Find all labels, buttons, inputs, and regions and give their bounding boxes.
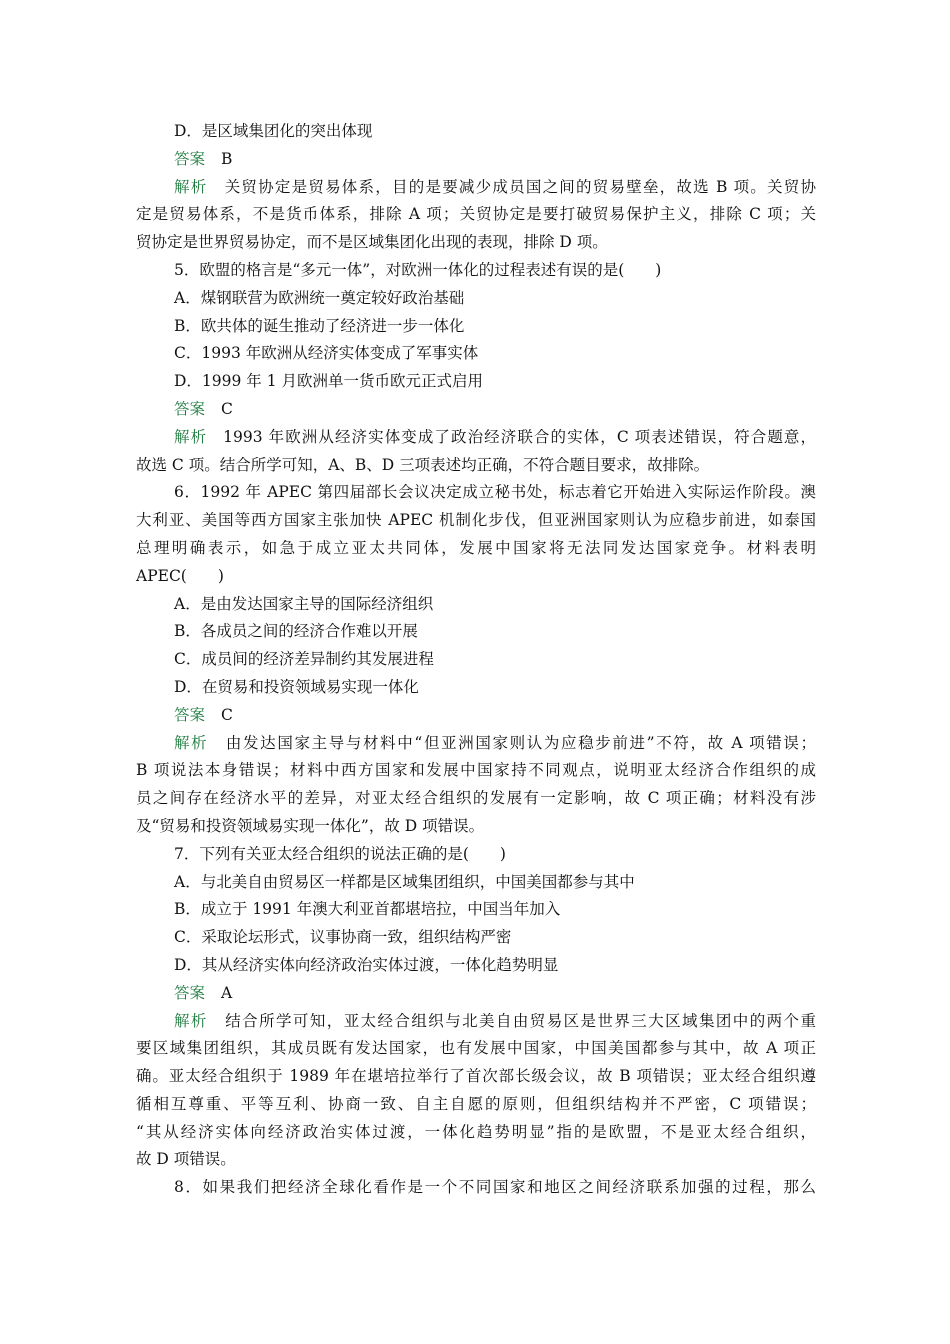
q6-stem-line: 大利亚、美国等西方国家主张加快 APEC 机制化步伐，但亚洲国家则认为应稳步前进，如泰国 (136, 511, 816, 530)
q7-explanation-line: 解析 结合所学可知，亚太经合组织与北美自由贸易区是世界三大区域集团中的两个重 (174, 1011, 816, 1030)
q7-stem: 7．下列有关亚太经合组织的说法正确的是( ) (174, 844, 506, 863)
explanation-label: 解析 (174, 733, 209, 752)
q5-explanation-line: 故选 C 项。结合所学可知，A、B、D 三项表述均正确，不符合题目要求，故排除。 (136, 455, 710, 474)
explanation-label: 解析 (174, 427, 208, 446)
q5-option-c: C．1993 年欧洲从经济实体变成了军事实体 (174, 344, 479, 363)
answer-value: C (221, 399, 233, 418)
q7-explanation-line: 要区域集团组织，其成员既有发达国家，也有发展中国家，中国美国都参与其中，故 A 项正 (136, 1039, 816, 1058)
q7-explanation-line: 确。亚太经合组织于 1989 年在堪培拉举行了首次部长级会议，故 B 项错误；亚太经合组织遵 (136, 1067, 816, 1086)
q7-option-d: D．其从经济实体向经济政治实体过渡，一体化趋势明显 (174, 955, 559, 974)
q7-explanation-line: 循相互尊重、平等互利、协商一致、自主自愿的原则，但组织结构并不严密，C 项错误； (136, 1094, 816, 1113)
answer-value: B (221, 149, 233, 168)
q4-explanation-line: 贸协定是世界贸易协定，而不是区域集团化出现的表现，排除 D 项。 (136, 233, 608, 252)
q5-option-b: B．欧共体的诞生推动了经济进一步一体化 (174, 316, 465, 335)
q6-stem-line: APEC( ) (136, 566, 224, 585)
q6-explanation-line: 解析 由发达国家主导与材料中“但亚洲国家则认为应稳步前进”不符，故 A 项错误； (174, 733, 816, 752)
q7-answer (136, 980, 816, 1008)
q7-explanation-line: “其从经济实体向经济政治实体过渡，一体化趋势明显”指的是欧盟，不是亚太经合组织， (136, 1122, 816, 1141)
q4-answer (136, 146, 816, 174)
q5-stem: 5．欧盟的格言是“多元一体”，对欧洲一体化的过程表述有误的是( ) (174, 260, 662, 279)
q6-explanation-line: B 项说法本身错误；材料中西方国家和发展中国家持不同观点，说明亚太经济合作组织的成 (136, 761, 816, 780)
q6-option-d: D．在贸易和投资领域易实现一体化 (174, 677, 419, 696)
q6-stem-line: 总理明确表示，如急于成立亚太共同体，发展中国家将无法同发达国家竞争。材料表明 (136, 538, 816, 557)
explanation-label: 解析 (174, 177, 208, 196)
answer-value: A (221, 983, 233, 1002)
q5-explanation-line: 解析 1993 年欧洲从经济实体变成了政治经济联合的实体，C 项表述错误，符合题意， (174, 427, 816, 446)
q6-option-b: B．各成员之间的经济合作难以开展 (174, 622, 418, 641)
q7-explanation-line: 故 D 项错误。 (136, 1150, 236, 1169)
q5-option-d: D．1999 年 1 月欧洲单一货币欧元正式启用 (174, 372, 484, 391)
answer-label: 答案 (174, 983, 206, 1002)
q7-option-c: C．采取论坛形式，议事协商一致，组织结构严密 (174, 928, 512, 947)
q7-option-b: B．成立于 1991 年澳大利亚首都堪培拉，中国当年加入 (174, 900, 561, 919)
explanation-label: 解析 (174, 1011, 208, 1030)
q6-answer (136, 702, 816, 730)
answer-value: C (221, 705, 233, 724)
answer-label: 答案 (174, 149, 206, 168)
q8-stem-line: 8．如果我们把经济全球化看作是一个不同国家和地区之间经济联系加强的过程，那么 (174, 1178, 816, 1197)
q6-explanation-line: 及“贸易和投资领域易实现一体化”，故 D 项错误。 (136, 816, 485, 835)
answer-label: 答案 (174, 399, 206, 418)
q5-answer (136, 396, 816, 424)
q7-option-a: A．与北美自由贸易区一样都是区域集团组织，中国美国都参与其中 (174, 872, 635, 891)
q6-option-a: A．是由发达国家主导的国际经济组织 (174, 594, 434, 613)
answer-label: 答案 (174, 705, 206, 724)
document-page (136, 118, 816, 1202)
q6-explanation-line: 员之间存在经济水平的差异，对亚太经合组织的发展有一定影响，故 C 项正确；材料没有涉 (136, 789, 816, 808)
q6-option-c: C．成员间的经济差异制约其发展进程 (174, 650, 434, 669)
q4-option-d: D．是区域集团化的突出体现 (174, 122, 373, 140)
q5-option-a: A．煤钢联营为欧洲统一奠定较好政治基础 (174, 288, 465, 307)
q6-stem-line: 6．1992 年 APEC 第四届部长会议决定成立秘书处，标志着它开始进入实际运作阶段。澳 (174, 483, 816, 502)
q4-explanation-line: 定是贸易体系，不是货币体系，排除 A 项；关贸协定是要打破贸易保护主义，排除 C 项；关 (136, 205, 816, 224)
q4-explanation-line: 解析 关贸协定是贸易体系，目的是要减少成员国之间的贸易壁垒，故选 B 项。关贸协 (174, 177, 816, 196)
